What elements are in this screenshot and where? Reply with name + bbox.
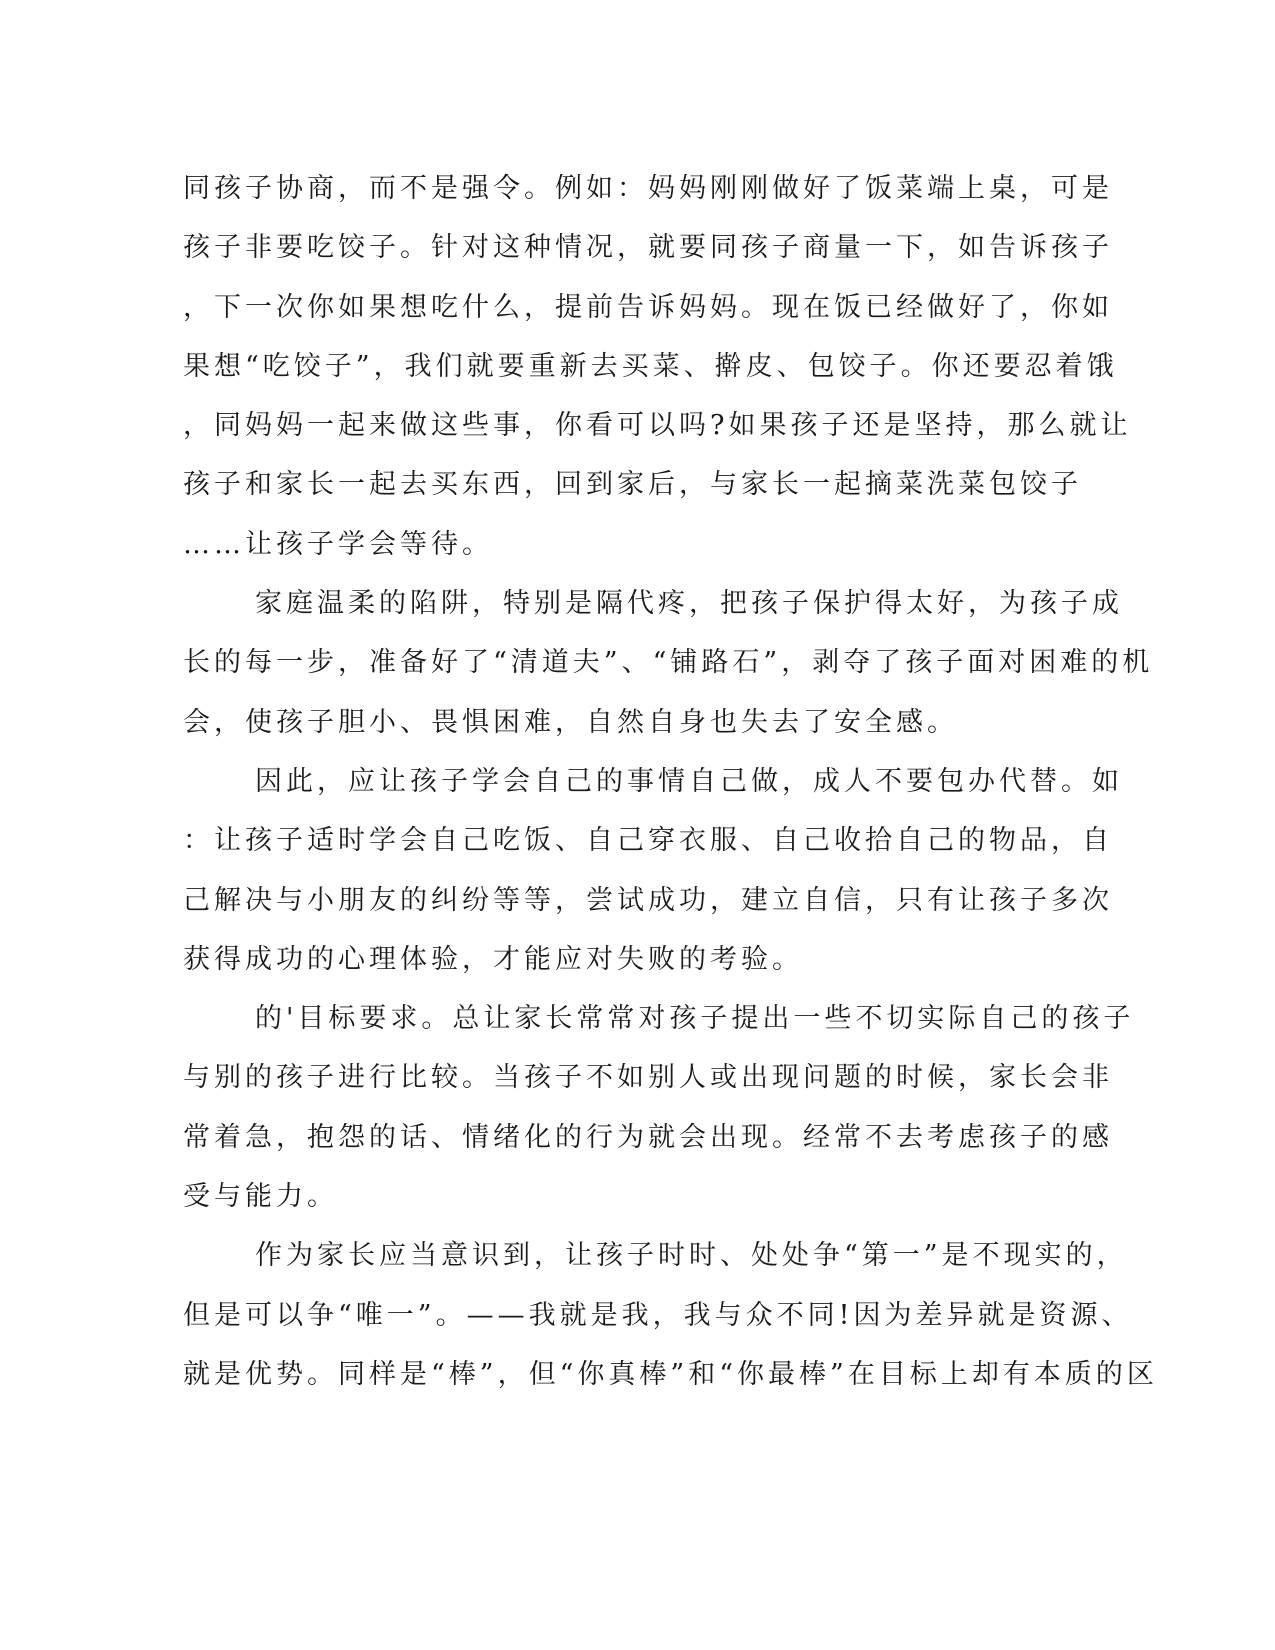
text-line: 家庭温柔的陷阱，特别是隔代疼，把孩子保护得太好，为孩子成 — [255, 588, 1123, 620]
text-line: 获得成功的心理体验，才能应对失败的考验。 — [183, 943, 803, 975]
text-line: 与别的孩子进行比较。当孩子不如别人或出现问题的时候，家长会非 — [183, 1062, 1113, 1094]
text-line: 孩子和家长一起去买东西，回到家后，与家长一起摘菜洗菜包饺子 — [183, 469, 1082, 501]
text-line: 作为家长应当意识到，让孩子时时、处处争“第一”是不现实的， — [255, 1240, 1128, 1272]
text-line: 孩子非要吃饺子。针对这种情况，就要同孩子商量一下，如告诉孩子 — [183, 232, 1113, 264]
document-body — [183, 159, 1158, 1404]
text-line: 常着急，抱怨的话、情绪化的行为就会出现。经常不去考虑孩子的感 — [183, 1121, 1113, 1153]
text-line: ……让孩子学会等待。 — [183, 528, 493, 560]
paragraph-4 — [183, 989, 1135, 1226]
text-line: 同孩子协商，而不是强令。例如：妈妈刚刚做好了饭菜端上桌，可是 — [183, 173, 1113, 204]
text-line: ，下一次你如果想吃什么，提前告诉妈妈。现在饭已经做好了，你如 — [183, 291, 1113, 323]
text-line: 会，使孩子胆小、畏惧困难，自然自身也失去了安全感。 — [183, 706, 958, 738]
paragraph-2 — [183, 574, 1154, 752]
paragraph-1 — [183, 159, 1132, 574]
text-line: 但是可以争“唯一”。——我就是我，我与众不同!因为差异就是资源、 — [183, 1299, 1133, 1331]
paragraph-3 — [183, 752, 1123, 989]
text-line: 的'目标要求。总让家长常常对孩子提出一些不切实际自己的孩子 — [255, 1003, 1135, 1035]
text-line: 就是优势。同样是“棒”，但“你真棒”和“你最棒”在目标上却有本质的区 — [183, 1358, 1158, 1390]
text-line: ，同妈妈一起来做这些事，你看可以吗?如果孩子还是坚持，那么就让 — [183, 410, 1132, 442]
text-line: 因此，应让孩子学会自己的事情自己做，成人不要包办代替。如 — [255, 765, 1123, 797]
text-line: ：让孩子适时学会自己吃饭、自己穿衣服、自己收拾自己的物品，自 — [183, 825, 1113, 857]
text-line: 果想“吃饺子”，我们就要重新去买菜、擀皮、包饺子。你还要忍着饿 — [183, 350, 1118, 382]
paragraph-5 — [183, 1226, 1158, 1404]
text-line: 受与能力。 — [183, 1181, 338, 1213]
text-line: 长的每一步，准备好了“清道夫”、“铺路石”，剥夺了孩子面对困难的机 — [183, 647, 1154, 679]
text-line: 己解决与小朋友的纠纷等等，尝试成功，建立自信，只有让孩子多次 — [183, 884, 1113, 916]
